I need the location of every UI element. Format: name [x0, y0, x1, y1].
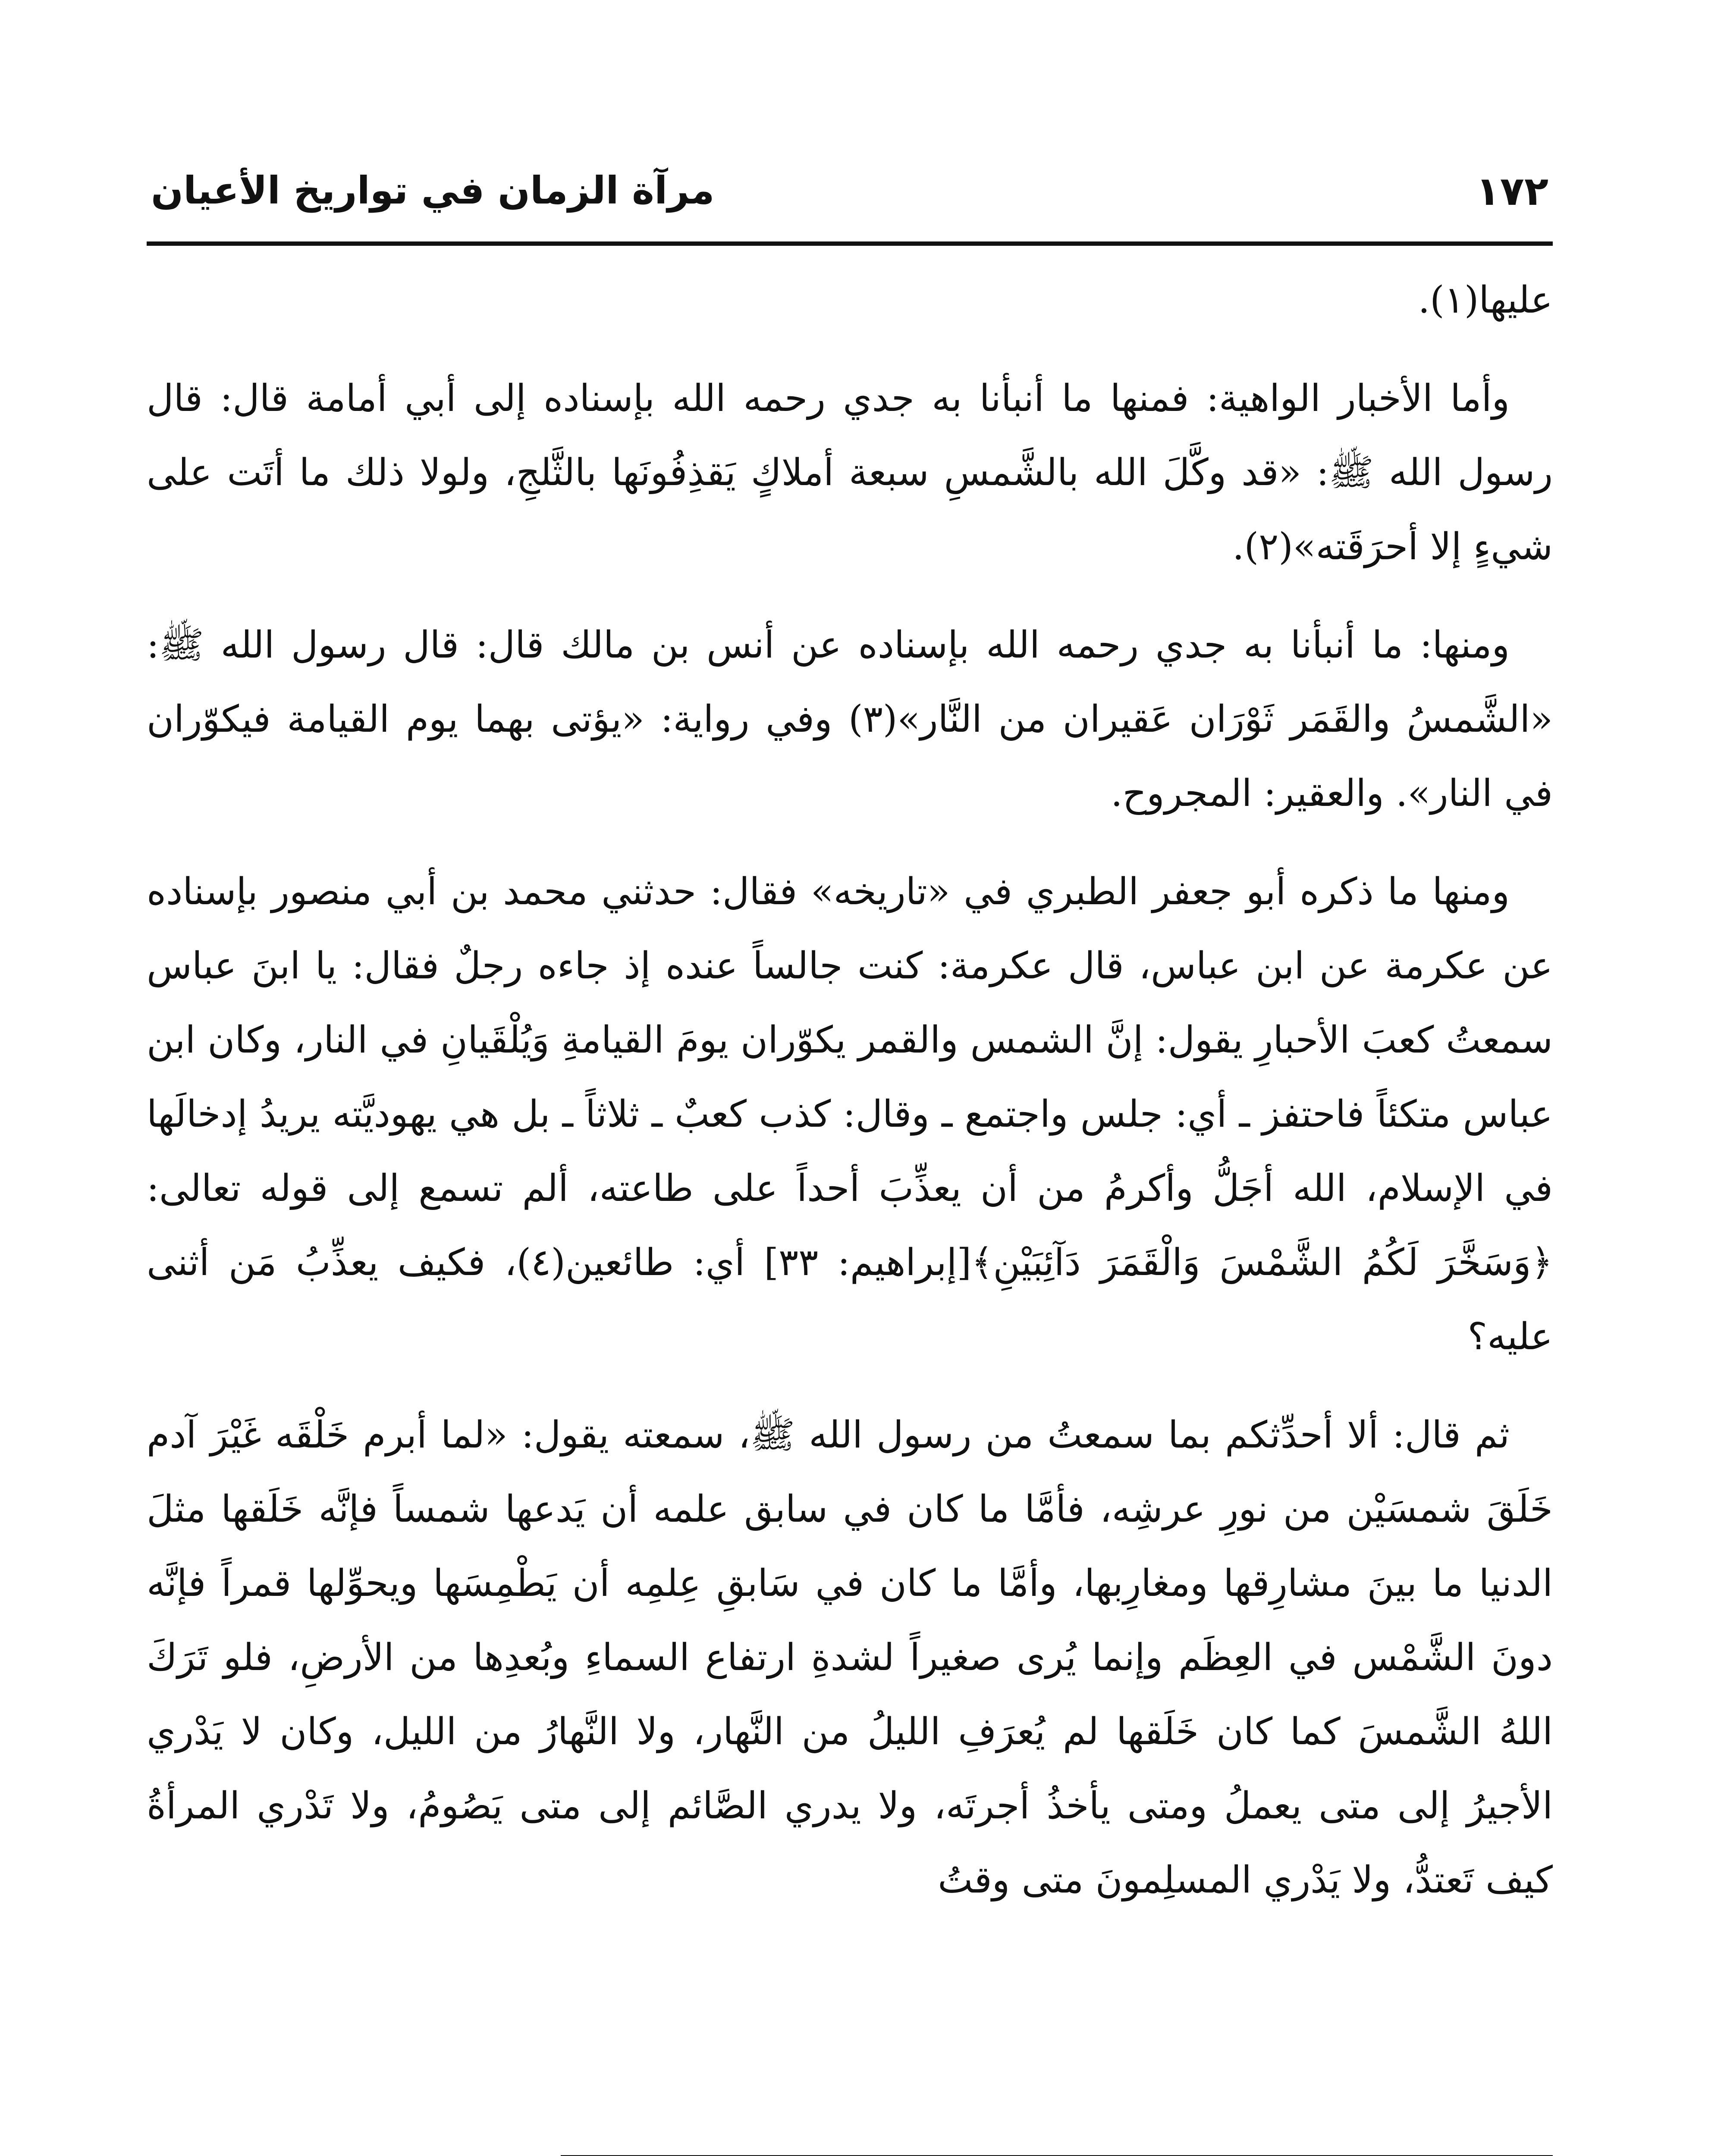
paragraph: وأما الأخبار الواهية: فمنها ما أنبأنا به جدي رحمه الله بإسناده إلى أبي أمامة قال: قال رسول الله ﷺ: «قد وكَّلَ الله بالشَّمسِ سبعة أملاكٍ يَقذِفُونَها بالثَّلجِ، ولولا ذلك ما أتَت على شيءٍ إلا أحرَقَته»(٢).: [147, 377, 1553, 568]
body-text: [147, 263, 1553, 1941]
paragraph: ومنها ما ذكره أبو جعفر الطبري في «تاريخه» فقال: حدثني محمد بن أبي منصور بإسناده عن عكرمة عن ابن عباس، قال عكرمة: كنت جالساً عنده إذ جاءه رجلٌ فقال: يا ابنَ عباس سمعتُ كعبَ الأحبارِ يقول: إنَّ الشمس والقمر يكوّران يومَ القيامةِ وَيُلْقَيانِ في النار، وكان ابن عباس متكئاً فاحتفز ـ أي: جلس واجتمع ـ وقال: كذب كعبٌ ـ ثلاثاً ـ بل هي يهوديَّته يريدُ إدخالَها في الإسلام، الله أجَلُّ وأكرمُ من أن يعذِّبَ أحداً على طاعته، ألم تسمع إلى قوله تعالى: ﴿وَسَخَّرَ لَكُمُ الشَّمْسَ وَالْقَمَرَ دَآئِبَيْنِ﴾[إبراهيم: ٣٣] أي: طائعين(٤)، فكيف يعذِّبُ مَن أثنى عليه؟: [147, 870, 1553, 1358]
header-rule: [147, 241, 1553, 246]
running-title: مرآة الزمان في تواريخ الأعيان: [151, 168, 715, 213]
page-number: ١٧٢: [1476, 168, 1548, 214]
paragraph: عليها(١).: [1418, 279, 1553, 322]
paragraph: ثم قال: ألا أحدِّثكم بما سمعتُ من رسول الله ﷺ، سمعته يقول: «لما أبرم خَلْقَه غَيْرَ آدم خَلَقَ شمسَيْن من نورِ عرشِه، فأمَّا ما كان في سابق علمه أن يَدعها شمساً فإنَّه خَلَقها مثلَ الدنيا ما بينَ مشارِقها ومغارِبها، وأمَّا ما كان في سَابقِ عِلمِه أن يَطْمِسَها ويحوِّلها قمراً فإنَّه دونَ الشَّمْس في العِظَم وإنما يُرى صغيراً لشدةِ ارتفاع السماءِ وبُعدِها من الأرضِ، فلو تَرَكَ اللهُ الشَّمسَ كما كان خَلَقها لم يُعرَفِ الليلُ من النَّهار، ولا النَّهارُ من الليل، وكان لا يَدْري الأجيرُ إلى متى يعملُ ومتى يأخذُ أجرتَه، ولا يدري الصَّائم إلى متى يَصُومُ، ولا تَدْري المرأةُ كيف تَعتدُّ، ولا يَدْري المسلِمونَ متى وقتُ: [147, 1413, 1553, 1902]
page-header: [147, 164, 1553, 229]
paragraph: ومنها: ما أنبأنا به جدي رحمه الله بإسناده عن أنس بن مالك قال: قال رسول الله ﷺ: «الشَّمسُ والقَمَر ثَوْرَان عَقيران من النَّار»(٣) وفي رواية: «يؤتى بهما يوم القيامة فيكوّران في النار». والعقير: المجروح.: [147, 624, 1553, 815]
